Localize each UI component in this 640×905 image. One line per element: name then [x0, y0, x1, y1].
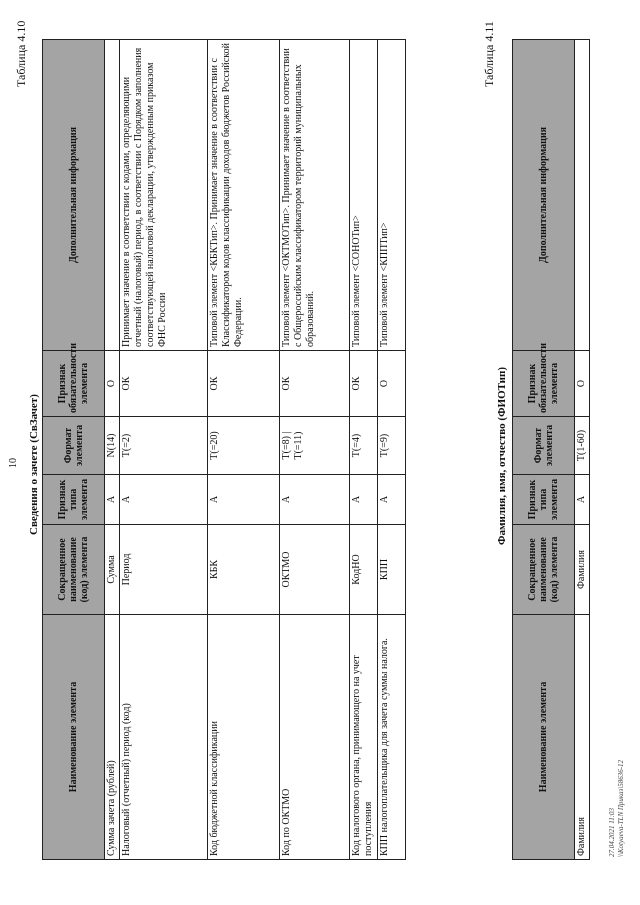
table-cell: Типовой элемент <СОНОТип>: [350, 40, 378, 351]
table-row: [280, 40, 350, 860]
table-cell: ОКТМО: [280, 525, 350, 615]
table-4-10-caption: Сведения о зачете (СвЗачет): [28, 394, 40, 535]
table-cell: А: [208, 475, 280, 525]
table-cell: О: [105, 351, 120, 417]
table-cell: Типовой элемент <КБКТип>. Принимает значение в соответствии с Классификатором кодов классификации доходов бюджетов Российской Федерации.: [208, 40, 280, 351]
table-cell: T(=8) | T(=11): [280, 417, 350, 475]
table-cell: [575, 40, 590, 351]
table-cell: T(=4): [350, 417, 378, 475]
table-cell: ОК: [350, 351, 378, 417]
footer-path: \\Kotyaeva-TLN Приказ\58636-12: [617, 759, 625, 857]
table-cell: А: [105, 475, 120, 525]
table-cell: КБК: [208, 525, 280, 615]
table-cell: А: [120, 475, 208, 525]
table-cell: А: [378, 475, 406, 525]
table-4-10: [42, 39, 406, 860]
header-cell: Формат элемента: [513, 417, 575, 475]
table-cell: Типовой элемент <ОКТМОТип>. Принимает значение в соответствии с Общероссийским классификатором территорий муниципальных образований.: [280, 40, 350, 351]
header-cell: Признак обязательности элемента: [513, 351, 575, 417]
table-cell: ОК: [120, 351, 208, 417]
table-header-row: [513, 40, 575, 860]
table-4-11-label: Таблица 4.11: [482, 21, 496, 87]
header-cell: Признак обязательности элемента: [43, 351, 105, 417]
table-4-11: [512, 39, 590, 860]
table-cell: А: [575, 475, 590, 525]
table-cell: КПП: [378, 525, 406, 615]
table-row: [105, 40, 120, 860]
footer-date: 27.04.2021 11:03: [608, 807, 616, 857]
table-cell: Код налогового органа, принимающего на учет поступления: [350, 615, 378, 860]
table-cell: Принимает значение в соответствии с кодами, определяющими отчетный (налоговый) период, в соответствии с Порядком заполнения соответствующей налоговой декларации, утвержденным приказом ФНС России: [120, 40, 208, 351]
table-row: [575, 40, 590, 860]
footer-stamp: [608, 760, 626, 857]
table-4-10-label: Таблица 4.10: [14, 20, 28, 87]
table-cell: Налоговый (отчетный) период (код): [120, 615, 208, 860]
table-header-row: [43, 40, 105, 860]
table-cell: Фамилия: [575, 615, 590, 860]
table-cell: T(=9): [378, 417, 406, 475]
page-number: 10: [8, 458, 19, 468]
header-cell: Формат элемента: [43, 417, 105, 475]
table-cell: А: [280, 475, 350, 525]
table-cell: КодНО: [350, 525, 378, 615]
table-cell: T(=2): [120, 417, 208, 475]
table-cell: А: [350, 475, 378, 525]
table-cell: N(14): [105, 417, 120, 475]
header-cell: Признак типа элемента: [513, 475, 575, 525]
table-row: [378, 40, 406, 860]
table-row: [350, 40, 378, 860]
header-cell: Наименование элемента: [513, 615, 575, 860]
table-cell: Код по ОКТМО: [280, 615, 350, 860]
table-cell: T(1-60): [575, 417, 590, 475]
table-row: [208, 40, 280, 860]
table-cell: Сумма: [105, 525, 120, 615]
table-cell: Типовой элемент <КППТип>: [378, 40, 406, 351]
table-cell: [105, 40, 120, 351]
table-cell: Код бюджетной классификации: [208, 615, 280, 860]
table-row: [120, 40, 208, 860]
table-cell: КПП налогоплательщика для зачета суммы налога.: [378, 615, 406, 860]
table-4-11-caption: Фамилия, имя, отчество (ФИОТип): [496, 366, 508, 545]
table-cell: О: [575, 351, 590, 417]
table-cell: ОК: [208, 351, 280, 417]
header-cell: Сокращенное наименование (код) элемента: [43, 525, 105, 615]
header-cell: Дополнительная информация: [513, 40, 575, 351]
header-cell: Наименование элемента: [43, 615, 105, 860]
table-cell: О: [378, 351, 406, 417]
table-cell: Сумма зачета (рублей): [105, 615, 120, 860]
header-cell: Дополнительная информация: [43, 40, 105, 351]
table-cell: T(=20): [208, 417, 280, 475]
table-cell: Период: [120, 525, 208, 615]
table-cell: Фамилия: [575, 525, 590, 615]
header-cell: Сокращенное наименование (код) элемента: [513, 525, 575, 615]
header-cell: Признак типа элемента: [43, 475, 105, 525]
table-cell: ОК: [280, 351, 350, 417]
